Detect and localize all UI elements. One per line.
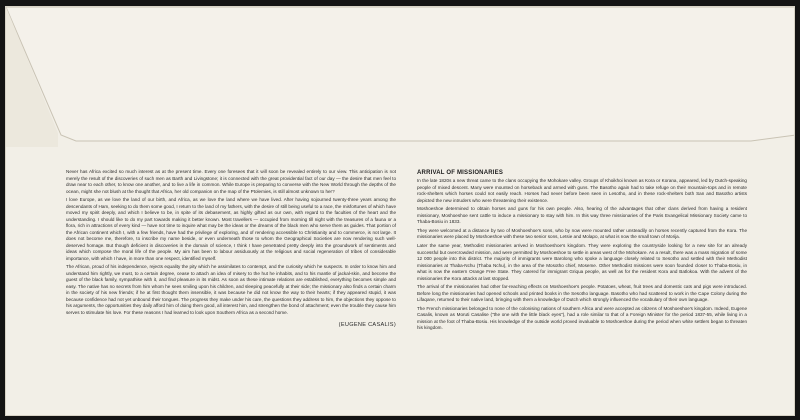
- author-signature: (EUGENE CASALIS): [338, 322, 396, 329]
- left-text-column: [66, 169, 396, 329]
- right-paragraph: Moshoeshoe determined to obtain horses and guns for his own people. Also, hearing of the advantages that other clans derived from having a resident missionary, Moshoeshoe sent cattle to induce a missionary to stay with him. In this way three missionaries of the Paris Evangelical Missionary Society came to Thaba-Bosiu in 1833.: [417, 206, 747, 225]
- left-paragraph: Never has Africa excited so much interest as at the present time. Every one foresees that it will soon be revealed entirely to our view. This anticipation is not merely the result of the discoveries of such men as Barth and Livingstone; it is connected with the great providential fact of our day — the desire that men feel to draw near to each other, to know one another, and to live a life in common. While Europe is preparing to converse with the New World through the depths of the ocean, might she not blush at the thought that Africa, her old companion on the map of the Ptolemies, is still almost unknown to her?: [66, 169, 396, 194]
- envelope-back: [5, 6, 795, 416]
- right-paragraph: In the late 1820s a new threat came to the clans occupying the Mohokare valley. Groups of Khoikhoi known as Kora or Korana, appeared, led by Dutch-speaking people of mixed descent. Many were mounted on horseback and armed with guns. The Basotho again had to take refuge on their mountain-tops and in remote rock-shelters which horses could not easily reach. Horses had never before been seen in Lesotho, and in these rock-shelters both San and Basotho artists depicted the new intruders who were threatening their existence.: [417, 178, 747, 203]
- section-heading: ARRIVAL OF MISSIONARIES: [417, 170, 504, 176]
- right-paragraph: The French missionaries belonged to none of the colonising nations of southern Africa and were accepted as citizens of Moshoeshoe's kingdom. Indeed, Eugene Casalis, known as Moruti Casalise ("the one with the little black eyes"), had a role similar to that of a Foreign Minister for the period 1837-55, while living in a mission at the foot of Thaba-Bosiu. His knowledge of the outside world proved invaluable to Moshoeshoe during the period when white settlers began to threaten his kingdom.: [417, 305, 747, 331]
- envelope-flap: [6, 7, 795, 147]
- left-paragraph: I love Europe, as we love the land of our birth, and Africa, as we love the land where we have lived. After having sojourned twenty-three years among the descendants of Ham, seeking to do them some good, I return to the land of my fathers, with the desire of still being useful to a race, the misfortunes of which have moved my spirit deeply, and which I believe to be, in spite of its debasement, as highly gifted as our own, with regard to the faculties of the heart and the understanding. I should like to do my part towards making it better known. Most travellers — occupied from morning till night with the treasures of a fauna or a flora, rich in attractions of every kind — have not time to inquire what may be the ideas or the dreams of the black men who serve them as guides. That portion of the African continent which I, with a few friends, have had the privilege of exploring, and of rendering accessible to Christianity and to commerce, is not large. It does not become me, therefore, to inscribe my name beside, or even underneath those to whom the Geographical Societies are now rendering such well-deserved homage. But though deficient in discoveries in the domain of science, I think I have penetrated pretty deeply into the groundwork of sentiments and ideas which compose the moral life of the people. My aim has been to labour assiduously at the religious and social regeneration of tribes of considerable importance, with which I have, in more than one respect, identified myself.: [66, 197, 396, 261]
- right-paragraph: Later the same year, Methodist missionaries arrived in Moshoeshoe's kingdom. They were exploring the countryside looking for a new site for an already successful but overcrowded mission, and were permitted by Moshoeshoe to settle in areas west of the Mohokare. As a result, there was a mass migration of some 12 000 people into this district. The majority of immigrants were Barolong who spoke a language closely related to Sesotho and settled with their Methodist missionaries at Thaba-Nchu (Thaba Nchu), in the area of the Mosotho chief, Moseme. Other Methodist missions were soon founded closer to Thaba-Bosiu, in what is now the eastern Orange Free State. They catered for immigrant Griqua people, as well as for the resident Kora and Batlokoa. With the advent of the missionaries the Kora attacks at last stopped.: [417, 243, 747, 281]
- right-paragraph: They were welcomed at a distance by two of Moshoeshoe's sons, who by now were mounted rather unsteadily on horses recently captured from the Kora. The missionaries were placed by Moshoeshoe with these two senior sons, Letsie and Molapo, at what is now the small town of Morija.: [417, 227, 747, 240]
- left-paragraph: The African, proud of his independence, rejects equality the pity which he assimilates to contempt, and the curiosity which he suspects. In order to know him and understand him rightly, we must, to a certain degree, cease to attach an idea of misery to the hut he inhabits, and to his mantle of jackal-skin, and become the guest of the black family, sympathise with it, and find pleasure in its midst. As soon as these intimate relations are established, everything becomes simple and easy. The native has no secrets from him whom he sees smiling upon his children, and sleeping peacefully at their side; the missionary also finds a certain charm in the society of his new friends; if he at first thought them insensible, it was because he did not know the way to their hearts; if they appeared stupid, it was because confidence had not yet unbound their tongues. The progress they make under his care, the questions they address to him, the objections they oppose to his arguments, the opportunities they daily afford him of doing them good, all interest him, and strengthen the bond of attachment; even the trouble they cause him serves to stimulate his love. For these reasons I had learned to look upon Southern Africa as a second home.: [66, 264, 396, 315]
- right-paragraph: The arrival of the missionaries had other far-reaching effects on Moshoeshoe's people. Potatoes, wheat, fruit trees and domestic cats and pigs were introduced. Before long the missionaries had opened schools and printed books in the Sesotho language. Basotho who had scattered to work in the Cape Colony during the Lifaqane, returned to their native land, bringing with them a knowledge of Dutch which strongly influenced the vocabulary of their own language.: [417, 284, 747, 303]
- right-text-column: [417, 169, 747, 334]
